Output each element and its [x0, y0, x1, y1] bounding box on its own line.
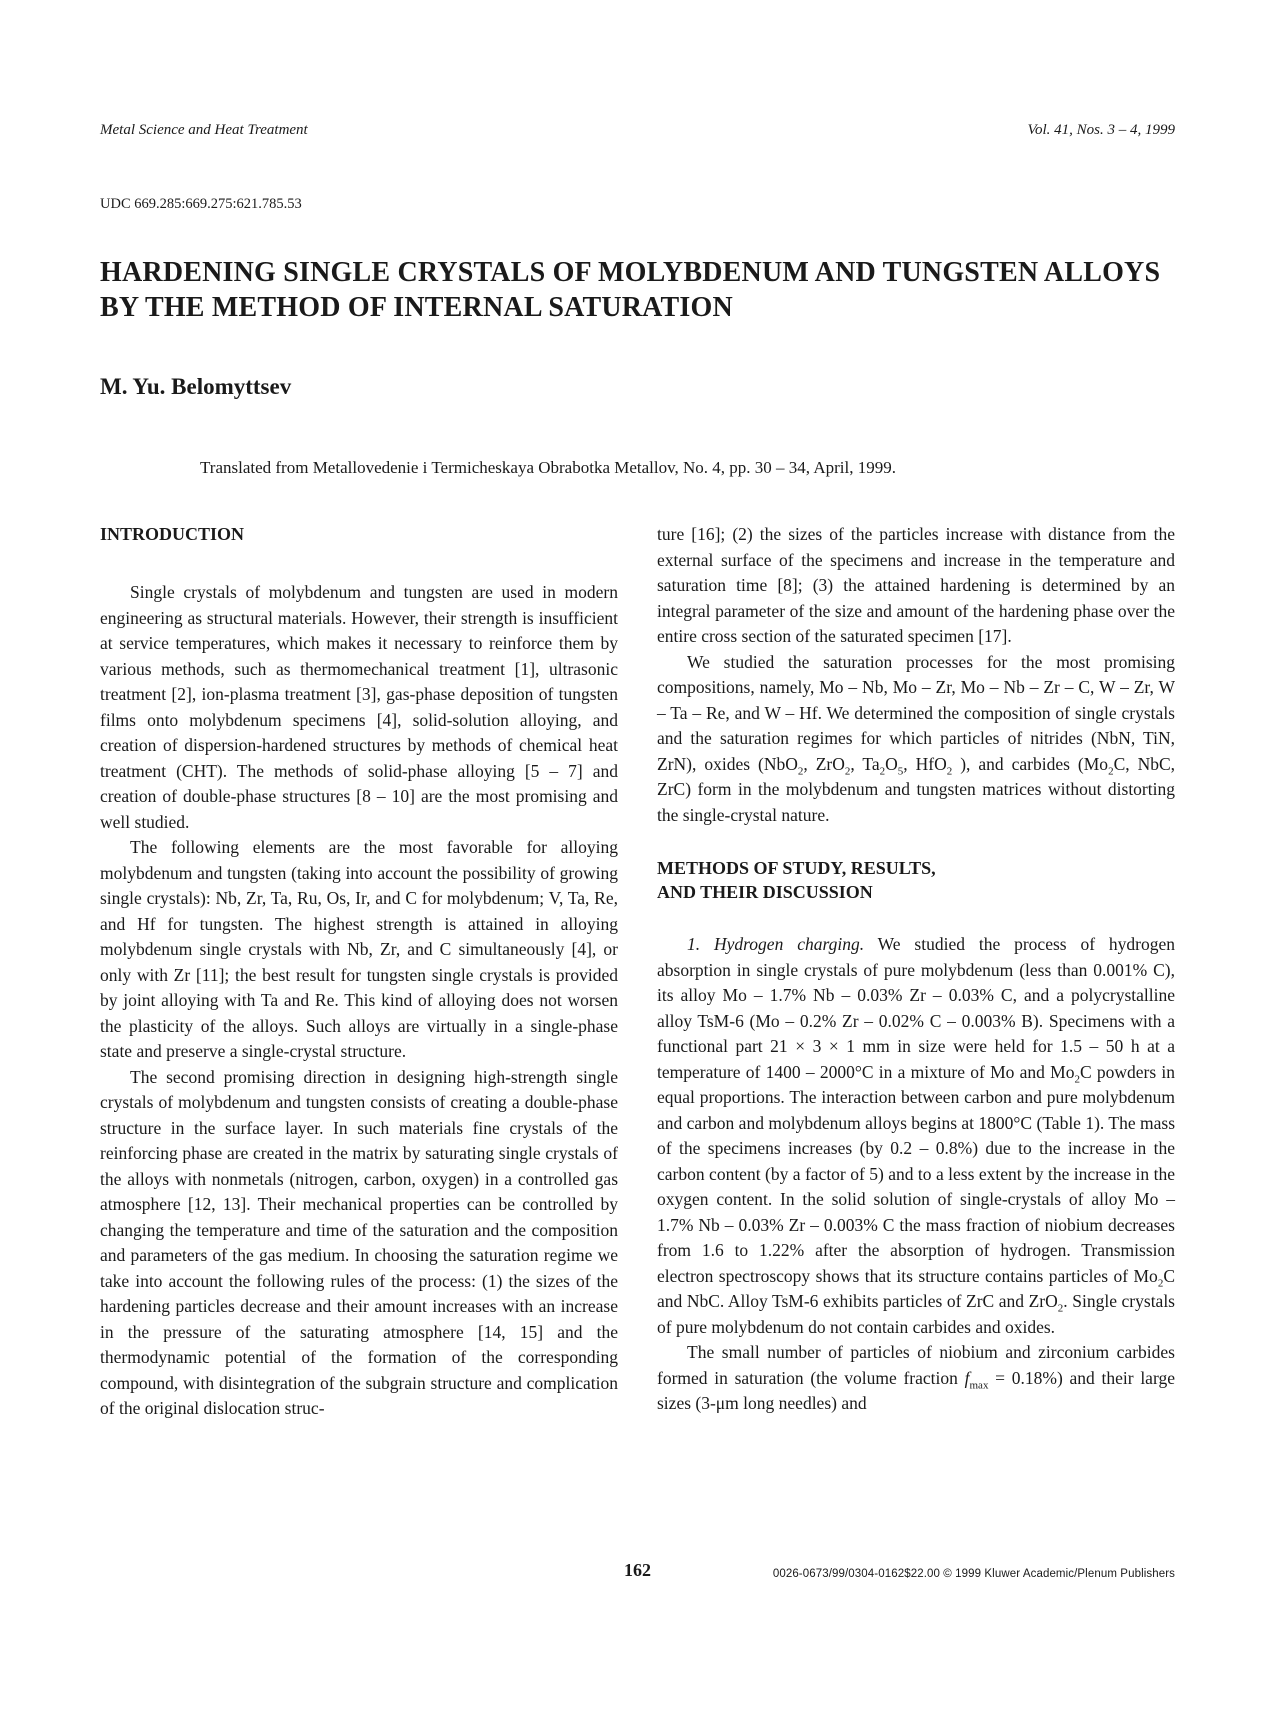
text-run: The small number of particles of niobium and zirconium carbides formed in saturation (the volume fraction	[657, 1342, 1175, 1388]
paragraph	[657, 650, 1175, 829]
subscript: 2	[1157, 1277, 1164, 1289]
subscript: 5	[897, 765, 904, 777]
subscript: 2	[1108, 765, 1114, 777]
paragraph: Single crystals of molybdenum and tungsten are used in modern engineering as structural materials. However, their strength is insufficient at service temperatures, which makes it necessary to reinforce them by various methods, such as thermomechanical treatment [1], ultrasonic treatment [2], ion-plasma treatment [3], gas-phase deposition of tungsten films onto molybdenum specimens [4], solid-solution alloying, and creation of dispersion-hardened structures by methods of chemical heat treatment (CHT). The methods of solid-phase alloying [5 – 7] and creation of double-phase structures [8 – 10] are the most promising and well studied.	[100, 582, 618, 832]
text-run: . Single crystals of pure molybdenum do not contain carbides and oxides.	[657, 1291, 1175, 1337]
text-run: , Ta	[850, 753, 880, 774]
text-run: , ZrO	[803, 753, 845, 774]
symbol-f: f	[964, 1367, 970, 1388]
methods-heading-line: AND THEIR DISCUSSION	[657, 882, 873, 902]
methods-heading-line: METHODS OF STUDY, RESULTS,	[657, 858, 936, 878]
text-run: ), and carbides (Mo	[952, 753, 1109, 774]
text-run: O	[885, 753, 898, 774]
paragraph: The following elements are the most favorable for alloying molybdenum and tungsten (taking into account the possibility of growing single crystals): Nb, Zr, Ta, Ru, Os, Ir, and C for molybdenum; V, Ta, Re, and Hf for tungsten. The highest strength is attained in alloying molybdenum single crystals with Nb, Zr, and C simultaneously [4], or only with Zr [11]; the best result for tungsten single crystals is provided by joint alloying with Ta and Re. This kind of alloying does not worsen the plasticity of the alloys. Such alloys are virtually in a single-phase state and preserve a single-crystal structure.	[100, 837, 618, 1061]
right-column	[657, 522, 1175, 1417]
paper-title: HARDENING SINGLE CRYSTALS OF MOLYBDENUM AND TUNGSTEN ALLOYS BY THE METHOD OF INTERNAL SATURATION	[100, 257, 1161, 323]
introduction-heading: INTRODUCTION	[100, 524, 245, 544]
subscript: 2	[1057, 1302, 1064, 1315]
subscript: 2	[797, 765, 804, 777]
translation-note: Translated from Metallovedenie i Termicheskaya Obrabotka Metallov, No. 4, pp. 30 – 34, April, 1999.	[200, 458, 896, 477]
text-run: We studied the saturation processes for the most promising compositions, namely, Mo – Nb, Mo – Zr, Mo – Nb – Zr – C, W – Zr, W – Ta – Re, and W – Hf. We determined the composition of single crystals and the saturation regimes for which particles of nitrides (NbN, TiN, ZrN), oxides (NbO	[657, 651, 1175, 774]
left-column	[100, 522, 618, 1422]
paragraph	[657, 932, 1175, 1340]
subsection-lead: 1. Hydrogen charging.	[687, 934, 865, 954]
author-name: M. Yu. Belomyttsev	[100, 374, 292, 399]
journal-name: Metal Science and Heat Treatment	[100, 122, 308, 138]
paragraph	[657, 1340, 1175, 1417]
copyright-line: 0026-0673/99/0304-0162$22.00 © 1999 Kluwer Academic/Plenum Publishers	[772, 1568, 1175, 1580]
text-run: We studied the process of hydrogen absorption in single crystals of pure molybdenum (less than 0.001% C), its alloy Mo – 1.7% Nb – 0.03% Zr – 0.03% C, and a polycrystalline alloy TsM-6 (Mo – 0.2% Zr – 0.02% C – 0.003% B). Specimens with a functional part 21 × 3 × 1 mm in size were held for 1.5 – 50 h at a temperature of 1400 – 2000°C in a mixture of Mo and Mo	[657, 934, 1176, 1082]
methods-heading	[657, 856, 1175, 904]
volume-info: Vol. 41, Nos. 3 – 4, 1999	[1027, 122, 1175, 138]
paragraph: The second promising direction in designing high-strength single crystals of molybdenum and tungsten consists of creating a double-phase structure in the surface layer. In such materials fine crystals of the reinforcing phase are created in the matrix by saturating single crystals of the alloys with nonmetals (nitrogen, carbon, oxygen) in a controlled gas atmosphere [12, 13]. Their mechanical properties can be controlled by changing the temperature and time of the saturation and the composition and parameters of the gas medium. In choosing the saturation regime we take into account the following rules of the process: (1) the sizes of the hardening particles decrease and their amount increases with an increase in the pressure of the saturating atmosphere [14, 15] and the thermodynamic potential of the formation of the corresponding compound, with disintegration of the subgrain structure and complication of the original dislocation struc-	[100, 1066, 618, 1418]
subscript: 2	[844, 765, 851, 777]
subscript: max	[969, 1379, 989, 1391]
text-run: = 0.18%) and their large sizes (3-μm long needles) and	[657, 1367, 1175, 1413]
paragraph: ture [16]; (2) the sizes of the particles increase with distance from the external surface of the specimens and increase in the temperature and saturation time [8]; (3) the attained hardening is determined by an integral parameter of the size and amount of the hardening phase over the entire cross section of the saturated specimen [17].	[657, 524, 1175, 646]
text-run: C, NbC, ZrC) form in the molybdenum and tungsten matrices without distorting the single-crystal nature.	[657, 753, 1176, 825]
text-run: C and NbC. Alloy TsM-6 exhibits particles of ZrC and ZrO	[657, 1265, 1175, 1311]
subscript: 2	[879, 765, 886, 777]
subscript: 2	[1074, 1073, 1080, 1085]
udc-code: UDC 669.285:669.275:621.785.53	[100, 196, 302, 212]
text-run: C powders in equal proportions. The interaction between carbon and pure molybdenum and carbon and molybdenum alloys begins at 1800°C (Table 1). The mass of the specimens increases (by 0.2 – 0.8%) due to the increase in the carbon content (by a factor of 5) and to a less extent by the increase in the oxygen content. In the solid solution of single-crystals of alloy Mo – 1.7% Nb – 0.03% Zr – 0.003% C the mass fraction of niobium decreases from 1.6 to 1.22% after the absorption of hydrogen. Transmission electron spectroscopy shows that its structure contains particles of Mo	[657, 1061, 1176, 1286]
page-number: 162	[624, 1560, 651, 1580]
text-run: , HfO	[903, 753, 947, 774]
subscript: 2	[946, 765, 953, 777]
